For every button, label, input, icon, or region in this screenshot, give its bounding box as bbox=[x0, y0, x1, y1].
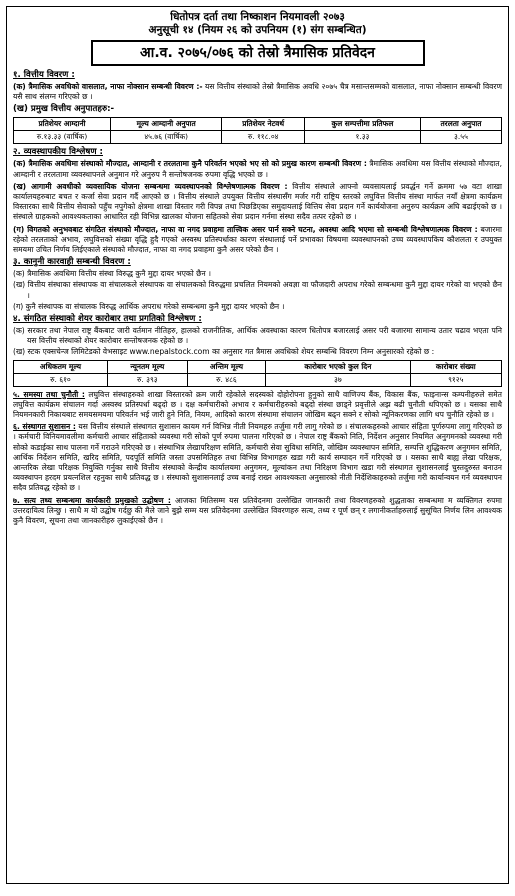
table-header-cell: कारोबार भएको कुल दिन bbox=[266, 360, 410, 373]
section-1-ka bbox=[13, 82, 502, 102]
table-cell: १.३३ bbox=[304, 131, 420, 144]
section-2-ga-text: बजारमा रहेको तरलताको अभाव, लघुवित्तको संख्या वृद्धि हुदै गएको अस्वस्थ प्रतिस्पर्धाका कारण संस्थालाई पर्ने प्रभावका विषयमा व्यवस्थापनको उच्च व्यवस्थापकिय कौशलता र उपयुक्त समयमा उचित निर्णय लिईएकाले संस्थाको मौज्दात, नाफा वा नगद प्रवाहमा कुनै असर परेको छैन । bbox=[13, 224, 503, 255]
list-item: (ग) कुनै संस्थापक वा संचालक विरुद्ध आर्थिक अपराध गरेको सम्बन्धमा कुनै मुद्दा दायर भएको छैन । bbox=[13, 301, 285, 311]
section-2-kha bbox=[13, 182, 502, 223]
table-header-cell: अन्तिम मूल्य bbox=[187, 360, 265, 373]
financial-ratio-table bbox=[13, 117, 502, 144]
document-page bbox=[6, 6, 509, 884]
table-header-cell: प्रतिशेयर नेटवर्थ bbox=[222, 118, 304, 131]
report-title: आ.व. २०७५/०७६ को तेस्रो त्रैमासिक प्रतिवेदन bbox=[91, 40, 425, 66]
table-header-row bbox=[14, 118, 502, 131]
list-item: (ख) स्टक एक्सचेन्ज लिमिटेडको वेभसाइट www.nepalstock.com का अनुसार गत त्रैमास अवधिको शेयर सम्बन्धि विवरण निम्न अनुसारको रहेको छ : bbox=[13, 347, 435, 357]
table-cell: ३७ bbox=[266, 373, 410, 386]
table-row bbox=[14, 131, 502, 144]
table-cell: रु. ३९३ bbox=[107, 373, 187, 386]
section-2-ka bbox=[13, 159, 502, 179]
table-cell: रु. ६१० bbox=[14, 373, 108, 386]
table-row bbox=[14, 373, 502, 386]
section-2-kha-text: वित्तीय संस्थाले आफ्नो व्यवसायलाई प्रवर्द्धन गर्ने क्रममा ५७ वटा शाखा कार्यालयहरुबाट बचत र कर्जा सेवा प्रदान गर्दै आएको छ । वित्तीय संस्थाले उपयुक्त वित्तीय संस्थासँग मर्जर गरी राष्ट्रिय स्तरको लघुवित्त वित्तीय संस्था मार्फत नयाँ क्षेत्रमा कार्यक्रम विस्तारका साथै वित्तीय सेवाको पहुँच नपुगेको क्षेत्रमा शाखा विस्तार गरी विपन्न तथा पिछडिएका समुदायलाई वित्तिय सेवा प्रदान गर्ने कार्ययोजना अनुरुप कार्यक्रम अघि बढाईएको छ । संस्थाले ग्राहकको आवश्यकताका आधारित रही विभिन्न खालका योजना सहितको सेवा प्रदान गर्नमा संस्था सदैव तत्पर रहेको छ । bbox=[13, 181, 502, 222]
section-2-kha-label: (ख) आगामी अवधीको व्यवसायिक योजना सम्बन्धमा व्यवस्थापनको विश्लेषणात्मक विवरण : bbox=[13, 181, 288, 191]
table-header-cell: मूल्य आम्दानी अनुपात bbox=[110, 118, 221, 131]
table-cell: रु.१३.३३ (वार्षिक) bbox=[14, 131, 111, 144]
section-7-label: ७. सत्य तथ्य सम्बन्धमा कार्यकारी प्रमुखको उद्घोषण : bbox=[13, 495, 171, 505]
table-header-cell: प्रतिशेयर आम्दानी bbox=[14, 118, 111, 131]
section-2-ga bbox=[13, 225, 502, 256]
table-header-row bbox=[14, 360, 502, 373]
table-header-cell: न्यूनतम मूल्य bbox=[107, 360, 187, 373]
schedule-subtitle: अनुसूची १४ (नियम २६ को उपनियम (१) संग सम्बन्धित) bbox=[148, 24, 367, 36]
share-trading-table bbox=[13, 360, 502, 387]
section-4-heading: ४. संगठित संस्थाको शेयर कारोबार तथा प्रगतिको विश्लेषण : bbox=[13, 314, 202, 325]
list-item: (क) त्रैमासिक अवधिमा वित्तीय संस्था विरुद्ध कुनै मुद्दा दायर भएको छैन । bbox=[13, 269, 211, 279]
section-1-kha-label: (ख) प्रमुख वित्तीय अनुपातहरु:- bbox=[13, 104, 115, 115]
section-7-text: आजका मितिसम्म यस प्रतिवेदनमा उल्लेखित जानकारी तथा विवरणहरुको शुद्धताका सम्बन्धमा म व्यक्तिगत रुपमा उत्तरदायित्व लिन्छु । साथै म यो उद्घोष गर्दछु की मैले जाने बुझे सम्म यस प्रतिवेदनमा उल्लेखित विवरणहरु सत्य, तथ्य र पूर्ण छन् र लगानीकर्ताहरुलाई सुसूचित निर्णय लिन आवश्यक कुनै विवरण, सूचना तथा जानकारीहरु लुकाईएको छैन । bbox=[13, 495, 502, 526]
table-cell: ९१२५ bbox=[410, 373, 501, 386]
section-6-text: यस वित्तीय संस्थाले संस्थागत सुशासन कायम गर्न विभिन्न नीती नियमहरु तर्जुमा गरी लागु गरेको छ । संचालकहरुको आचार संहिता पूर्णरुपमा लागु गरिएको छ । कर्मचारी विनियमावलीमा कर्मचारी आचार संहिताको व्यवस्था गरी सोको पूर्ण रुपमा पालना गरिएको छ । नेपाल राष्ट्र बैंकको निति, निर्देशन अनुसार नियमित अनुगमनको व्यवस्था गरी सोको कडाईका साथ पालना गर्ने गराउने गरिएको छ । संस्थाभित्र लेखापरिक्षण समिति, कर्मचारी सेवा सुविधा समिति, जोखिम व्यवस्थापन समिति, सम्पत्ति शुद्धिकरण अनुगमन समिति, आर्थिक निर्देशन समिति, खरिद समिति, पदपूर्ति समिति जस्ता उपसमितिहरु तथा विभिन्न विभागहरु खडा गरी कार्य सम्पादन गर्ने गरिएको छ । यसका साथै बाह्य लेखा परिक्षक, आन्तरिक लेखा परिक्षक नियुक्ति गर्नुका साथै वित्तीय संस्थाको केन्द्रीय कार्यालयमा अनुगमन, मूल्यांकन तथा निरिक्षण विभाग खडा गरी संस्थागत सुशासनलाई चुस्तदुरुस्त बनाउन व्यवस्थापन हरदम प्रयत्नशिल रहनुका साथै प्रतिवद्ध छ । संस्थाको सुशासनलाई उच्च बनाई राख्न आवश्यकता अनुसारको नीती निर्देशिकाहरुको तर्जुमा गरी कार्यान्वयन गर्न व्यवस्थापन सदैव प्रतिवद्ध रहेको छ । bbox=[13, 422, 502, 493]
table-cell: रु. ११८.०४ bbox=[222, 131, 304, 144]
table-header-cell: कारोबार संख्या bbox=[410, 360, 501, 373]
list-item: (क) सरकार तथा नेपाल राष्ट्र बैंकबाट जारी वर्तमान नीतिहरु, हालको राजनीतिक, आर्थिक अवस्थाका कारण धितोपत्र बजारलाई असर परी बजारमा सामान्य उतार चढाव भएता पनि यस वित्तीय संस्थाको शेयर कारोबार सन्तोषजनक रहेको छ । bbox=[13, 326, 502, 346]
section-5-text: लघुवित्त संस्थाहरुको शाखा विस्तारको क्रम जारी रहेकोले सदस्यको दोहोरोपना हुनुको साथै वाणिज्य बैंक, विकास बैंक, फाइनान्स कम्पनीहरुले समेत लघुवित्त कार्यक्रम संचालन गर्दा अस्वस्थ प्रतिस्पर्धा बढ्दो छ । दक्ष कर्मचारीको अभाव र कर्मचारीहरुको बढ्दो संस्था छाड्ने प्रवृत्तीले अझ बढी चुनौती थपिएको छ । यसका साथै नियमनकारी निकायबाट समयसमयमा परिवर्तन भई जारी हुने निति, नियम, आदिको कारण संस्थामा संचालन जोखिम बढ्न सक्ने र सोको न्यूनिकरणका लागि थप चुनौति रहेको छ । bbox=[13, 389, 502, 420]
section-6 bbox=[13, 422, 502, 493]
table-header-cell: अधिकतम मूल्य bbox=[14, 360, 108, 373]
section-2-ga-label: (ग) विगतको अनुभवबाट संगठित संस्थाको मौज्दात, नाफा वा नगद प्रवाहमा तात्त्विक असर पार्न सक्ने घटना, अवस्था आदि भएमा सो सम्बन्धी विश्लेषणात्मक विवरण : bbox=[13, 224, 478, 234]
section-7 bbox=[13, 496, 502, 527]
section-6-label: ६. संस्थागत सुशासन : bbox=[13, 422, 76, 432]
table-header-cell: कुल सम्पत्तीमा प्रतिफल bbox=[304, 118, 420, 131]
table-cell: रु. ४८६ bbox=[187, 373, 265, 386]
table-cell: ३.५५ bbox=[420, 131, 501, 144]
section-1-heading: १. वित्तीय विवरण : bbox=[13, 70, 75, 80]
section-2-heading: २. व्यवस्थापकीय विश्लेषण : bbox=[13, 147, 103, 158]
table-cell: ४५.७६ (वार्षिक) bbox=[110, 131, 221, 144]
regulation-title: धितोपत्र दर्ता तथा निष्काशन नियमावली २०७३ bbox=[170, 11, 345, 23]
section-5 bbox=[13, 390, 502, 421]
list-item: (ख) वित्तीय संस्थाका संस्थापक वा संचालकले संस्थापक वा संचालकको विरुद्धमा प्रचलित नियमको अवज्ञा वा फौजदारी अपराध गरेको सम्बन्धमा कुनै मुद्दा दायर गरेको वा भएको छैन । bbox=[13, 280, 502, 300]
section-2-ka-label: (क) त्रैमासिक अवधिमा संस्थाको मौज्दात, आम्दानी र तरलतामा कुनै परिवर्तन भएको भए सो को प्रमुख कारण सम्बन्धी विवरण : bbox=[13, 159, 367, 169]
section-1-ka-label: (क) त्रैमासिक अवधिको वासलात, नाफा नोक्सान सम्बन्धी विवरण :- bbox=[13, 82, 203, 91]
table-header-cell: तरलता अनुपात bbox=[420, 118, 501, 131]
section-1-ka-text: यस वित्तीय संस्थाको तेस्रो त्रैमासिक अवधि २०७५ चैत्र मसान्तसम्मको वासलात, नाफा नोक्सान सम्बन्धी विवरण यसै साथ संलग्न गरिएको छ । bbox=[13, 82, 502, 102]
section-2-ka-text: त्रैमासिक अवधिमा यस वित्तीय संस्थाको मौज्दात, आम्दानी र तरलतामा व्यवस्थापनले अनुमान गरे अनुरुप नै सन्तोषजनक रुपमा वृद्धि भएको छ । bbox=[13, 159, 502, 179]
section-3-heading: ३. कानुनी कारवाही सम्बन्धी विवरण : bbox=[13, 257, 131, 268]
section-5-label: ५. समस्या तथा चुनौती : bbox=[13, 389, 85, 399]
